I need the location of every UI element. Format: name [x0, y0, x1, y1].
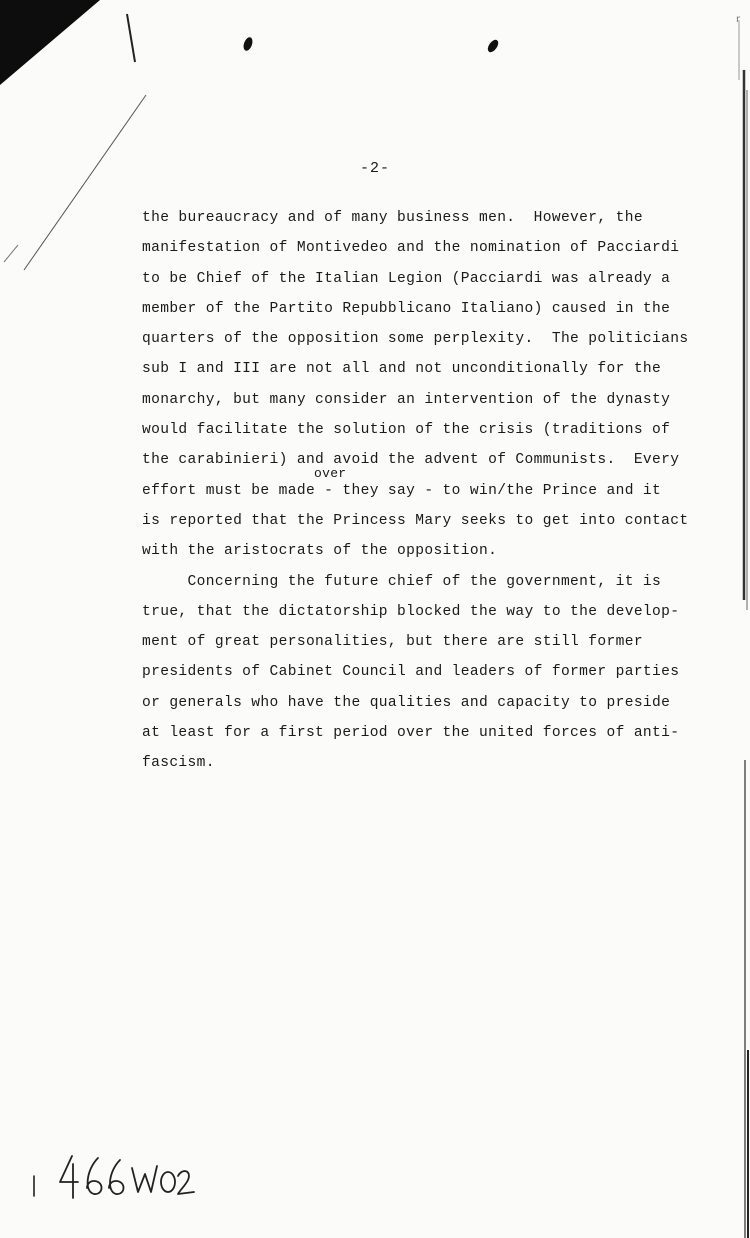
handwritten-archive-note	[28, 1148, 198, 1218]
document-body	[142, 203, 702, 779]
page-number: -2-	[360, 160, 391, 177]
text-line: effort must be made - they say - to win/the Prince and it	[142, 482, 662, 499]
text-line: Concerning the future chief of the government, it is	[142, 573, 662, 590]
text-line: to be Chief of the Italian Legion (Pacciardi was already a	[142, 270, 671, 287]
svg-text:r: r	[736, 14, 741, 25]
text-line: quarters of the opposition some perplexity. The politicians	[142, 331, 689, 348]
text-line: fascism.	[142, 755, 215, 772]
text-line: is reported that the Princess Mary seeks to get into contact	[142, 512, 689, 529]
text-line: monarchy, but many consider an intervention of the dynasty	[142, 391, 671, 408]
punch-mark-right	[486, 38, 500, 54]
text-line: at least for a first period over the united forces of anti-	[142, 725, 680, 742]
folded-corner-shadow	[0, 0, 150, 280]
paragraph-1	[142, 203, 702, 567]
text-line: manifestation of Montivedeo and the nomination of Pacciardi	[142, 240, 680, 257]
interlinear-insertion: over	[314, 466, 347, 481]
text-line: true, that the dictatorship blocked the way to the develop-	[142, 603, 680, 620]
paragraph-2	[142, 567, 702, 779]
text-line: with the aristocrats of the opposition.	[142, 543, 498, 560]
text-line: or generals who have the qualities and capacity to preside	[142, 694, 671, 711]
text-line: ment of great personalities, but there are still former	[142, 634, 643, 651]
text-line: the bureaucracy and of many business men. However, the	[142, 210, 643, 226]
text-line: sub I and III are not all and not unconditionally for the	[142, 361, 662, 378]
text-line: the carabinieri) and avoid the advent of Communists. Every	[142, 452, 680, 469]
scanned-page-edge	[734, 0, 750, 1238]
punch-mark-left	[241, 36, 255, 52]
text-line: presidents of Cabinet Council and leaders of former parties	[142, 664, 680, 681]
text-line: member of the Partito Repubblicano Italiano) caused in the	[142, 300, 671, 317]
text-line: would facilitate the solution of the crisis (traditions of	[142, 422, 671, 439]
